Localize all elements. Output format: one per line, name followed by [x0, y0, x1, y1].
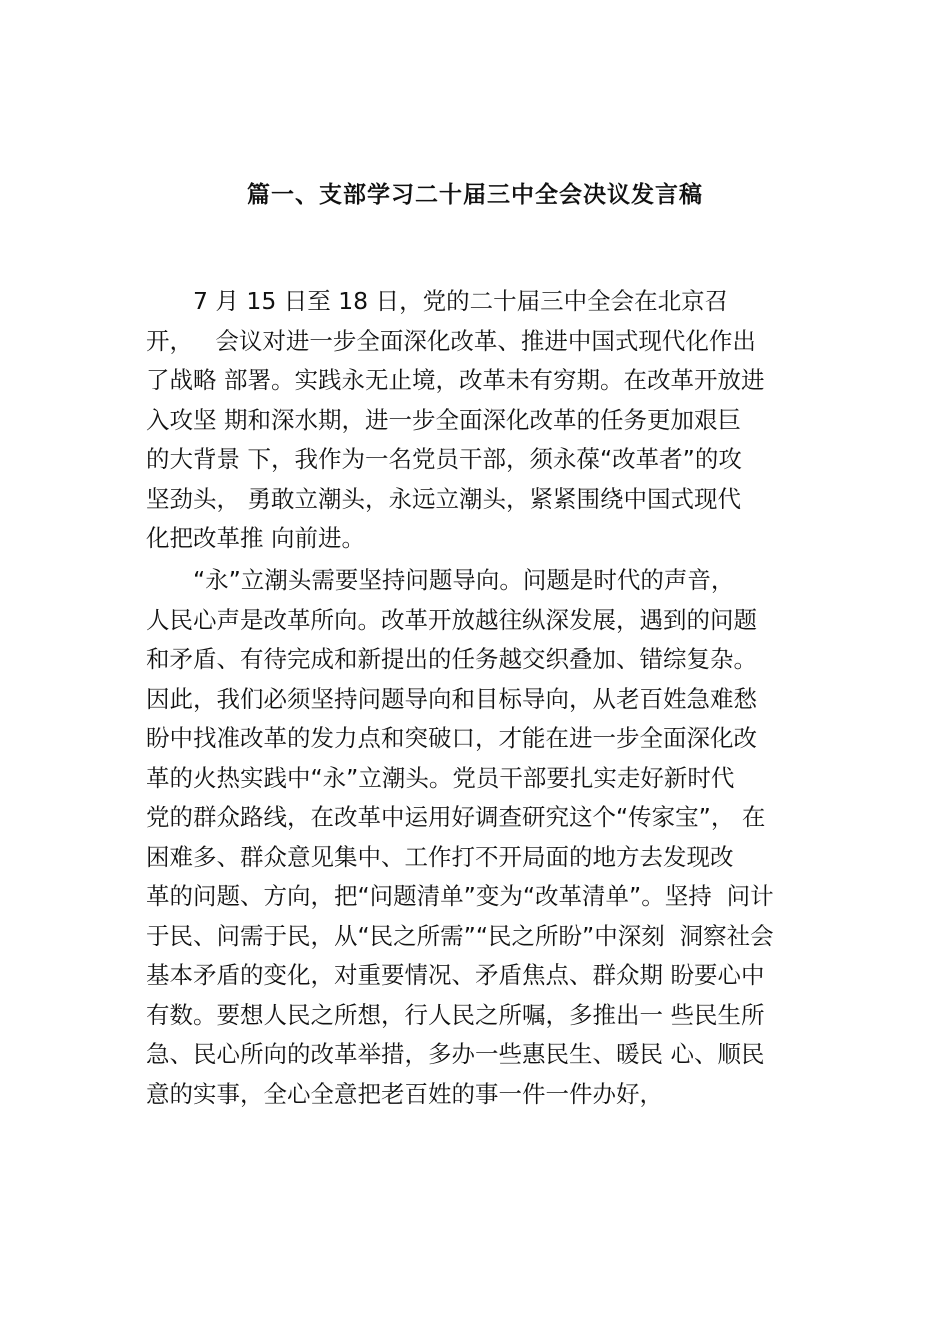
paragraph-line: 困难多、群众意见集中、工作打不开局面的地方去发现改 — [146, 842, 734, 871]
document-title: 篇一、支部学习二十届三中全会决议发言稿 — [247, 182, 703, 208]
paragraph-line: 开， 会议对进一步全面深化改革、推进中国式现代化作出 — [146, 326, 756, 355]
paragraph-line: 7 月 15 日至 18 日，党的二十届三中全会在北京召 — [193, 287, 729, 315]
paragraph-line: 盼中找准改革的发力点和突破口，才能在进一步全面深化改 — [146, 724, 757, 752]
paragraph-2 — [146, 561, 826, 1114]
paragraph-line: 入攻坚 期和深水期，进一步全面深化改革的任务更加艰巨 — [146, 405, 741, 434]
paragraph-line: 革的问题、方向，把“问题清单”变为“改革清单”。坚持 问计 — [146, 882, 774, 910]
paragraph-line: 有数。要想人民之所想，行人民之所嘱，多推出一 些民生所 — [146, 1000, 765, 1029]
paragraph-line: 坚劲头， 勇敢立潮头，永远立潮头，紧紧围绕中国式现代 — [146, 484, 741, 513]
paragraph-line: 基本矛盾的变化，对重要情况、矛盾焦点、群众期 盼要心中 — [146, 961, 765, 989]
paragraph-1 — [146, 282, 826, 559]
paragraph-line: 和矛盾、有待完成和新提出的任务越交织叠加、错综复杂。 — [146, 645, 757, 673]
paragraph-line: 意的实事，全心全意把老百姓的事一件一件办好， — [146, 1079, 663, 1108]
paragraph-line: 的大背景 下，我作为一名党员干部，须永葆“改革者”的攻 — [146, 445, 742, 473]
paragraph-line: “永”立潮头需要坚持问题导向。问题是时代的声音， — [193, 566, 735, 594]
paragraph-line: 因此，我们必须坚持问题导向和目标导向，从老百姓急难愁 — [146, 684, 757, 713]
paragraph-line: 党的群众路线，在改革中运用好调查研究这个“传家宝”， 在 — [146, 803, 766, 831]
paragraph-line: 了战略 部署。实践永无止境，改革未有穷期。在改革开放进 — [146, 366, 765, 394]
paragraph-line: 人民心声是改革所向。改革开放越往纵深发展，遇到的问题 — [146, 605, 757, 634]
paragraph-line: 急、民心所向的改革举措，多办一些惠民生、暖民 心、顺民 — [146, 1040, 765, 1068]
paragraph-line: 于民、问需于民，从“民之所需”“民之所盼”中深刻 洞察社会 — [146, 921, 774, 950]
paragraph-line: 化把改革推 向前进。 — [146, 524, 365, 552]
paragraph-line: 革的火热实践中“永”立潮头。党员干部要扎实走好新时代 — [146, 763, 735, 792]
